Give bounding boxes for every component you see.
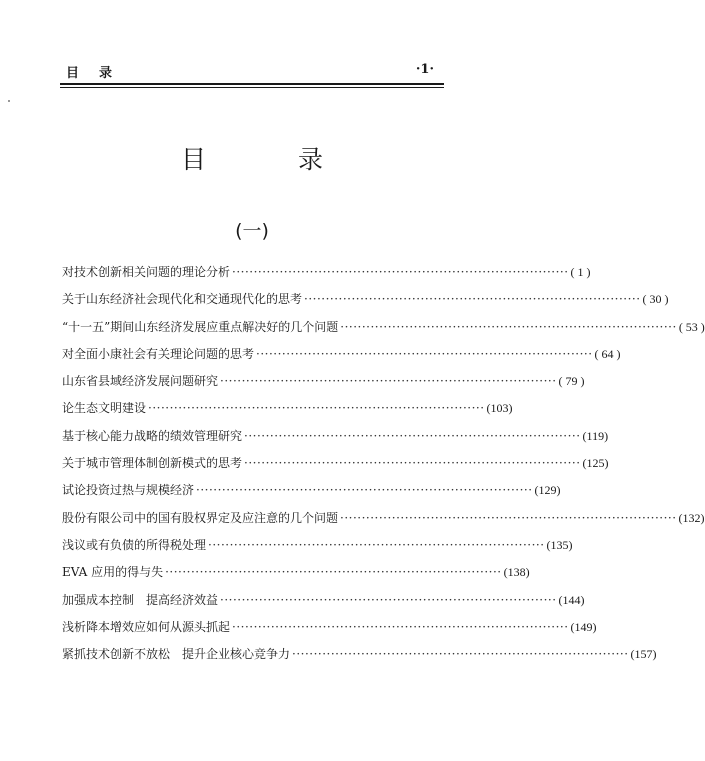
header-rule-thin: [60, 87, 444, 88]
toc-entry-title: 关于山东经济社会现代化和交通现代化的思考: [62, 292, 303, 307]
header-rule-thick: [60, 83, 444, 85]
running-header-page-number: ·1·: [415, 62, 434, 77]
toc-dot-leader: ··············································································: [165, 565, 502, 580]
toc-entry-title: 紧抓技术创新不放松 提升企业核心竞争力: [62, 647, 291, 662]
toc-entry-title: EVA 应用的得与失: [62, 565, 164, 580]
toc-entry[interactable]: [62, 645, 657, 672]
toc-entry-page: (144): [558, 592, 585, 607]
page-title: 目 录: [181, 145, 365, 174]
toc-dot-leader: ··············································································: [148, 401, 485, 416]
toc-dot-leader: ··············································································: [196, 483, 533, 498]
toc-entry[interactable]: [62, 318, 705, 345]
toc-entry-page: ( 1 ): [570, 265, 591, 279]
toc-entry-page: ( 53 ): [678, 319, 705, 334]
table-of-contents: [62, 263, 705, 672]
toc-entry-title: 试论投资过热与规模经济: [62, 483, 195, 498]
toc-dot-leader: ··············································································: [244, 456, 581, 471]
toc-entry[interactable]: [62, 563, 530, 590]
toc-entry[interactable]: [62, 372, 585, 399]
toc-dot-leader: ··············································································: [232, 265, 569, 279]
toc-entry-page: (132): [678, 510, 705, 525]
toc-entry-title: 对技术创新相关问题的理论分析: [62, 265, 231, 279]
running-header: [62, 62, 444, 80]
toc-entry-title: 浅议或有负债的所得税处理: [62, 537, 207, 552]
toc-entry-page: ( 30 ): [642, 292, 669, 307]
toc-entry-page: ( 64 ): [594, 346, 621, 361]
toc-dot-leader: ··············································································: [340, 319, 677, 334]
toc-entry[interactable]: [62, 481, 561, 508]
toc-entry[interactable]: [62, 345, 621, 372]
toc-entry-title: “十一五”期间山东经济发展应重点解决好的几个问题: [62, 319, 339, 334]
toc-dot-leader: ··············································································: [304, 292, 641, 307]
toc-entry[interactable]: [62, 509, 705, 536]
toc-entry-title: 浅析降本增效应如何从源头抓起: [62, 619, 231, 634]
toc-dot-leader: ··············································································: [232, 619, 569, 634]
toc-dot-leader: ··············································································: [220, 374, 557, 389]
toc-entry-page: (103): [486, 401, 513, 416]
toc-entry[interactable]: [62, 263, 591, 290]
toc-entry-title: 对全面小康社会有关理论问题的思考: [62, 346, 255, 361]
toc-entry-title: 基于核心能力战略的绩效管理研究: [62, 428, 243, 443]
toc-entry[interactable]: [62, 591, 585, 618]
toc-dot-leader: ··············································································: [244, 428, 581, 443]
running-header-title: 目录: [66, 66, 133, 81]
section-label: (一): [235, 220, 269, 242]
toc-entry-page: (138): [503, 565, 530, 580]
toc-entry[interactable]: [62, 427, 609, 454]
toc-dot-leader: ··············································································: [340, 510, 677, 525]
toc-entry[interactable]: [62, 399, 513, 426]
toc-entry-title: 加强成本控制 提高经济效益: [62, 592, 219, 607]
toc-entry-title: 股份有限公司中的国有股权界定及应注意的几个问题: [62, 510, 339, 525]
toc-entry[interactable]: [62, 454, 609, 481]
toc-entry[interactable]: [62, 618, 597, 645]
toc-dot-leader: ··············································································: [292, 647, 629, 662]
toc-entry-title: 关于城市管理体制创新模式的思考: [62, 456, 243, 471]
toc-dot-leader: ··············································································: [256, 346, 593, 361]
toc-entry-page: (157): [630, 647, 657, 662]
toc-entry-page: (129): [534, 483, 561, 498]
margin-speck: [8, 100, 10, 102]
toc-entry-page: (135): [546, 537, 573, 552]
toc-dot-leader: ··············································································: [220, 592, 557, 607]
toc-entry-title: 山东省县域经济发展问题研究: [62, 374, 219, 389]
toc-entry[interactable]: [62, 290, 669, 317]
toc-entry-title: 论生态文明建设: [62, 401, 147, 416]
toc-entry[interactable]: [62, 536, 573, 563]
toc-entry-page: ( 79 ): [558, 374, 585, 389]
toc-entry-page: (125): [582, 456, 609, 471]
toc-entry-page: (149): [570, 619, 597, 634]
toc-dot-leader: ··············································································: [208, 537, 545, 552]
toc-entry-page: (119): [582, 428, 609, 443]
